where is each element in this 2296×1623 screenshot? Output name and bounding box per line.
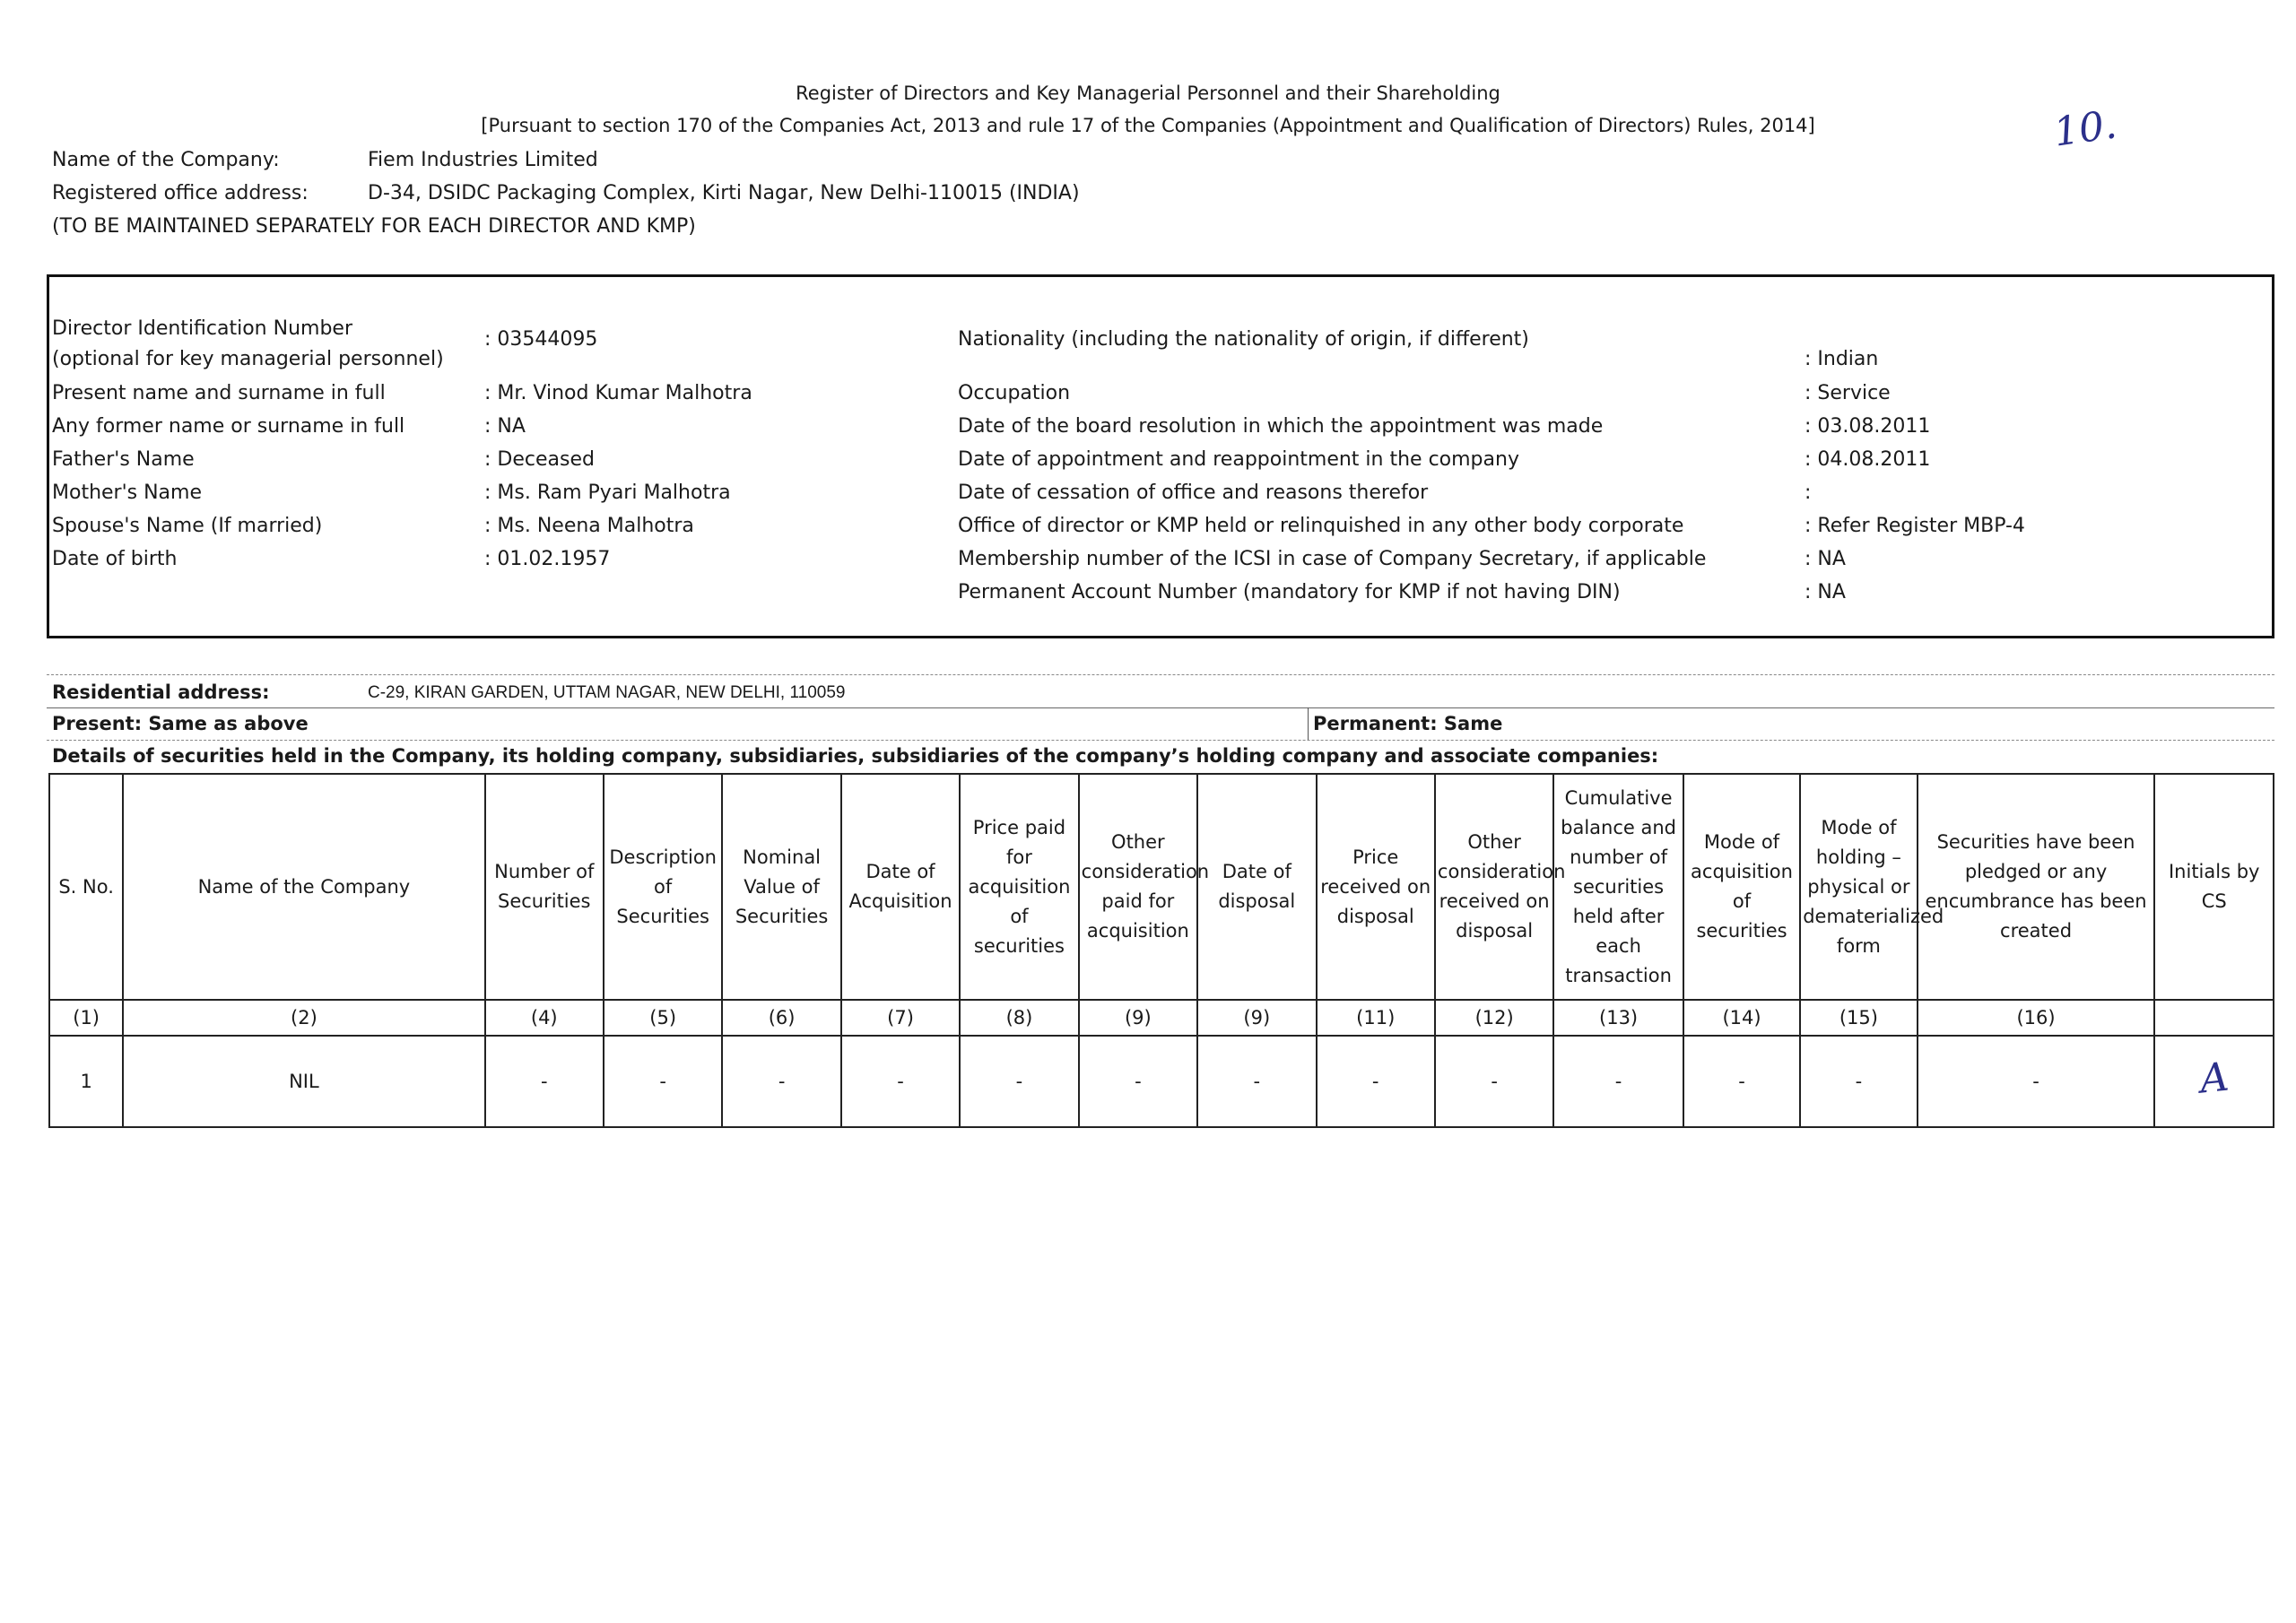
maintenance-note: (TO BE MAINTAINED SEPARATELY FOR EACH DIRECTOR AND KMP) [52,215,696,238]
table-cell: - [1918,1036,2155,1127]
table-cell: - [722,1036,840,1127]
column-number: (9) [1079,1000,1197,1036]
column-number: (14) [1683,1000,1800,1036]
registered-office-value: D-34, DSIDC Packaging Complex, Kirti Nagar, New Delhi-110015 (INDIA) [368,182,1080,204]
permanent-address: Permanent: Same [1313,713,1503,734]
detail-value-other-office: : Refer Register MBP-4 [1805,515,2025,537]
table-cell: - [960,1036,1078,1127]
table-cell: - [604,1036,722,1127]
column-number: (8) [960,1000,1078,1036]
divider [47,707,2274,708]
detail-value-nationality: : Indian [1805,348,1879,370]
column-number: (13) [1553,1000,1683,1036]
column-number: (16) [1918,1000,2155,1036]
divider [47,674,2274,675]
table-cell: - [1683,1036,1800,1127]
column-number [2154,1000,2274,1036]
column-number: (7) [841,1000,960,1036]
column-header: Other consideration received on disposal [1435,774,1553,1000]
detail-value-icsi-number: : NA [1805,548,1846,570]
securities-caption: Details of securities held in the Company, its holding company, subsidiaries, subsidiaries of the company’s holding company and associate companies: [52,745,1659,767]
table-cell: 1 [49,1036,123,1127]
column-number: (12) [1435,1000,1553,1036]
column-header: Cumulative balance and number of securities held after each transaction [1553,774,1683,1000]
detail-value-appointment-date: : 04.08.2011 [1805,448,1931,471]
detail-value-dob: : 01.02.1957 [484,548,611,570]
column-header: Nominal Value of Securities [722,774,840,1000]
column-header: Price received on disposal [1317,774,1435,1000]
table-cell: - [1197,1036,1316,1127]
table-cell [2154,1036,2274,1127]
residential-address-label: Residential address: [52,681,270,703]
column-header: Securities have been pledged or any encumbrance has been created [1918,774,2155,1000]
divider [1308,707,1309,740]
column-header: S. No. [49,774,123,1000]
company-name-value: Fiem Industries Limited [368,149,598,171]
column-header: Mode of holding – physical or dematerialized form [1800,774,1917,1000]
detail-label-dob: Date of birth [52,548,178,570]
table-cell: - [1079,1036,1197,1127]
company-name-label: Name of the Company: [52,149,280,171]
column-number: (11) [1317,1000,1435,1036]
column-header: Price paid for acquisition of securities [960,774,1078,1000]
detail-value-mother-name: : Ms. Ram Pyari Malhotra [484,482,731,504]
table-header-row [49,774,2274,1000]
table-cell: - [485,1036,604,1127]
column-header: Name of the Company [123,774,484,1000]
detail-label-spouse-name: Spouse's Name (If married) [52,515,323,537]
registered-office-label: Registered office address: [52,182,309,204]
column-header: Description of Securities [604,774,722,1000]
detail-label-nationality: Nationality (including the nationality of origin, if different) [958,328,1529,351]
detail-label-occupation: Occupation [958,382,1071,404]
detail-value-cessation: : [1805,482,1812,504]
column-number: (2) [123,1000,484,1036]
column-number: (1) [49,1000,123,1036]
column-number: (15) [1800,1000,1917,1036]
detail-label-cessation: Date of cessation of office and reasons therefor [958,482,1429,504]
table-cell: - [1435,1036,1553,1127]
column-header: Number of Securities [485,774,604,1000]
detail-label-din: Director Identification Number (optional for key managerial personnel) [52,317,444,370]
column-number-row [49,1000,2274,1036]
detail-label-former-name: Any former name or surname in full [52,415,405,438]
table-cell: NIL [123,1036,484,1127]
detail-value-former-name: : NA [484,415,526,438]
table-cell: - [1553,1036,1683,1127]
detail-label-board-resolution: Date of the board resolution in which the appointment was made [958,415,1604,438]
column-number: (9) [1197,1000,1316,1036]
detail-label-icsi-number: Membership number of the ICSI in case of Company Secretary, if applicable [958,548,1707,570]
detail-label-father-name: Father's Name [52,448,195,471]
column-header: Mode of acquisition of securities [1683,774,1800,1000]
detail-value-present-name: : Mr. Vinod Kumar Malhotra [484,382,752,404]
table-cell: - [841,1036,960,1127]
detail-value-occupation: : Service [1805,382,1891,404]
detail-value-board-resolution: : 03.08.2011 [1805,415,1931,438]
detail-value-spouse-name: : Ms. Neena Malhotra [484,515,694,537]
column-number: (4) [485,1000,604,1036]
divider [47,740,2274,741]
detail-value-pan: : NA [1805,581,1846,603]
document-title: Register of Directors and Key Managerial Personnel and their Shareholding [796,82,1500,104]
detail-value-father-name: : Deceased [484,448,595,471]
detail-label-appointment-date: Date of appointment and reappointment in the company [958,448,1519,471]
table-row [49,1036,2274,1127]
securities-table [48,773,2274,1128]
present-address: Present: Same as above [52,713,309,734]
column-header: Other consideration paid for acquisition [1079,774,1197,1000]
detail-label-present-name: Present name and surname in full [52,382,386,404]
column-number: (5) [604,1000,722,1036]
handwritten-page-number: 10. [2050,101,2120,156]
table-cell: - [1317,1036,1435,1127]
detail-label-other-office: Office of director or KMP held or relinquished in any other body corporate [958,515,1684,537]
document-subtitle: [Pursuant to section 170 of the Companies Act, 2013 and rule 17 of the Companies (Appointment and Qualification of Directors) Rules, 2014] [481,115,1815,136]
column-header: Date of Acquisition [841,774,960,1000]
column-header: Date of disposal [1197,774,1316,1000]
residential-address-value: C-29, KIRAN GARDEN, UTTAM NAGAR, NEW DELHI, 110059 [368,683,846,702]
detail-label-mother-name: Mother's Name [52,482,202,504]
detail-value-din: : 03544095 [484,328,598,351]
table-cell: - [1800,1036,1917,1127]
column-number: (6) [722,1000,840,1036]
handwritten-initials: A [2197,1053,2231,1103]
detail-label-pan: Permanent Account Number (mandatory for KMP if not having DIN) [958,581,1621,603]
column-header: Initials by CS [2154,774,2274,1000]
